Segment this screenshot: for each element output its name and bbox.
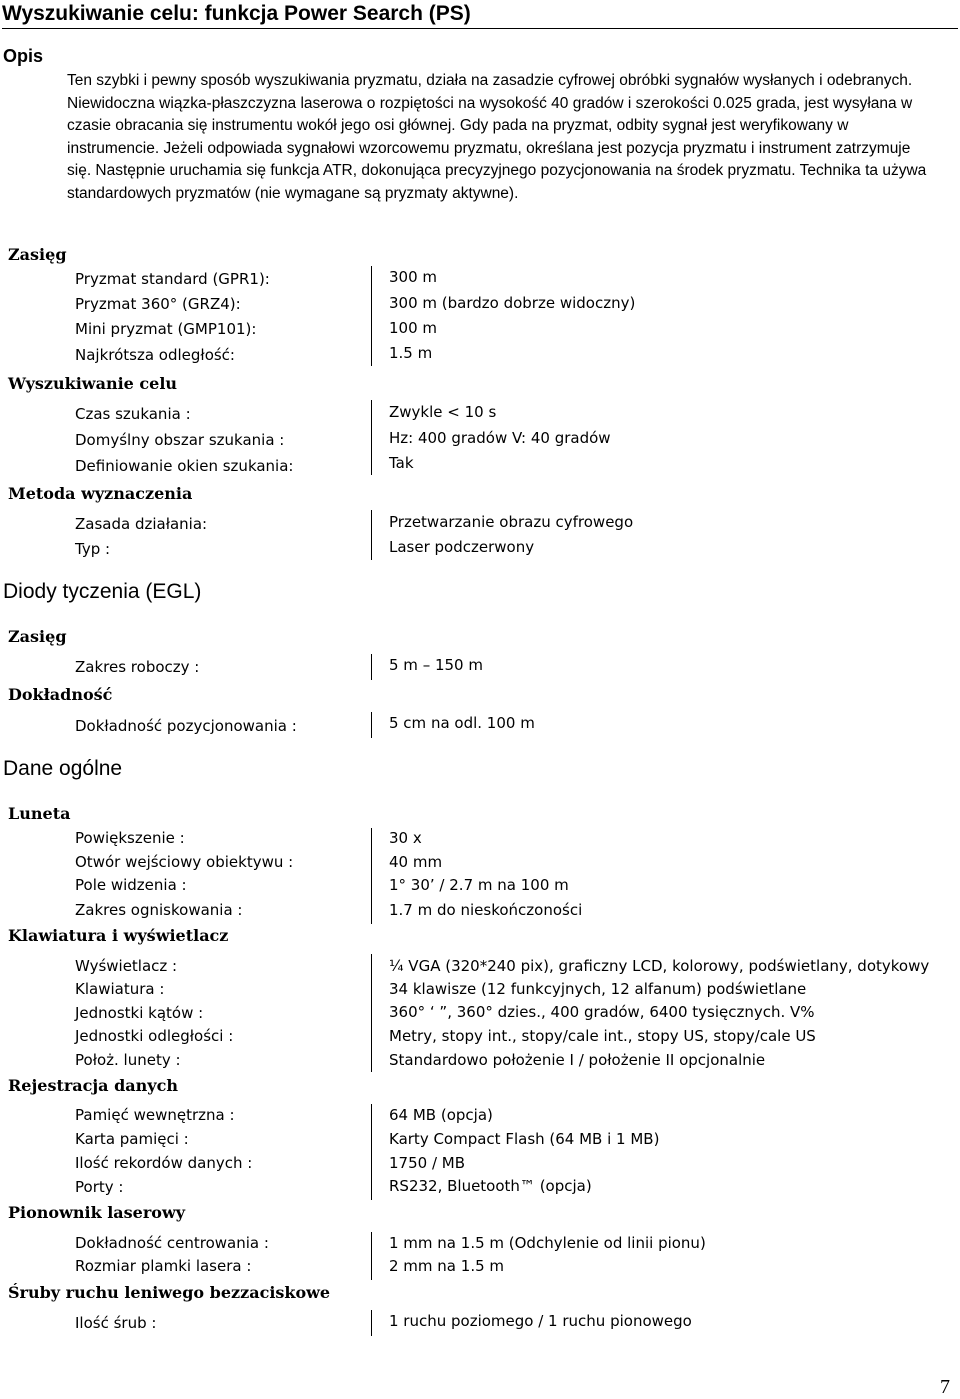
ps-wyszukiwanie-heading: Wyszukiwanie celu: [8, 374, 178, 393]
spec-label: Powiększenie :: [75, 829, 185, 847]
spec-value: 1 mm na 1.5 m (Odchylenie od linii pionu): [389, 1234, 706, 1252]
ps-metoda-heading: Metoda wyznaczenia: [8, 484, 193, 503]
klawiatura-heading: Klawiatura i wyświetlacz: [8, 926, 229, 945]
spec-value: ¼ VGA (320*240 pix), graficzny LCD, kolorowy, podświetlany, dotykowy: [389, 957, 930, 975]
page-number: 7: [940, 1376, 950, 1398]
spec-label: Klawiatura :: [75, 980, 165, 998]
spec-value: Tak: [389, 454, 414, 472]
spec-label: Położ. lunety :: [75, 1051, 181, 1069]
spec-value: 300 m: [389, 268, 438, 286]
divider-bar: [371, 712, 372, 738]
spec-value: 1° 30’ / 2.7 m na 100 m: [389, 876, 569, 894]
spec-label: Rozmiar plamki lasera :: [75, 1257, 252, 1275]
luneta-heading: Luneta: [8, 804, 71, 823]
divider-bar: [371, 1104, 372, 1200]
spec-value: 1 ruchu poziomego / 1 ruchu pionowego: [389, 1312, 692, 1330]
spec-label: Pryzmat 360° (GRZ4):: [75, 295, 241, 313]
spec-value: Zwykle < 10 s: [389, 403, 497, 421]
spec-value: 64 MB (opcja): [389, 1106, 493, 1124]
spec-value: Metry, stopy int., stopy/cale int., stopy US, stopy/cale US: [389, 1027, 816, 1045]
opis-heading: Opis: [3, 46, 44, 66]
opis-paragraph: Ten szybki i pewny sposób wyszukiwania pryzmatu, działa na zasadzie cyfrowej obróbki sygnałów wysłanych i odebranych. Niewidoczna wiązka-płaszczyzna laserowa o rozpiętości na wysokość 40 gradów i szerokości 0.025 grada, jest wysyłana w czasie obracania się instrumentu wokół jego osi głównej. Gdy pada na pryzmat, odbity sygnał jest weryfikowany w instrumencie. Jeżeli odpowiada sygnałowi wzorcowemu pryzmatu, określana jest pozycja pryzmatu i instrument zatrzymuje się. Następnie uruchamia się funkcja ATR, dokonująca precyzyjnego pozycjonowania na środek pryzmatu. Technika ta używa standardowych pryzmatów (nie wymagane są pryzmaty aktywne).: [67, 72, 927, 202]
spec-value: Karty Compact Flash (64 MB i 1 MB): [389, 1130, 660, 1148]
ps-zasieg-heading: Zasięg: [8, 245, 67, 264]
spec-label: Ilość śrub :: [75, 1314, 157, 1332]
spec-label: Pamięć wewnętrzna :: [75, 1106, 235, 1124]
egl-dokladnosc-heading: Dokładność: [8, 685, 113, 704]
divider-bar: [371, 1232, 372, 1280]
spec-value: Hz: 400 gradów V: 40 gradów: [389, 429, 611, 447]
spec-label: Zakres roboczy :: [75, 658, 200, 676]
divider-bar: [371, 510, 372, 560]
spec-value: 360° ‘ ”, 360° dzies., 400 gradów, 6400 tysięcznych. V%: [389, 1003, 815, 1021]
spec-label: Dokładność pozycjonowania :: [75, 717, 297, 735]
spec-value: 1.7 m do nieskończoności: [389, 901, 583, 919]
egl-heading: Diody tyczenia (EGL): [3, 580, 202, 603]
spec-label: Typ :: [75, 540, 111, 558]
spec-label: Wyświetlacz :: [75, 957, 178, 975]
divider-bar: [371, 400, 372, 475]
spec-label: Mini pryzmat (GMP101):: [75, 320, 257, 338]
spec-value: 30 x: [389, 829, 422, 847]
spec-value: RS232, Bluetooth™ (opcja): [389, 1177, 592, 1195]
rejestracja-heading: Rejestracja danych: [8, 1076, 178, 1095]
egl-zasieg-heading: Zasięg: [8, 627, 67, 646]
spec-value: 300 m (bardzo dobrze widoczny): [389, 294, 636, 312]
spec-value: 100 m: [389, 319, 438, 337]
spec-label: Definiowanie okien szukania:: [75, 457, 294, 475]
spec-label: Zakres ogniskowania :: [75, 901, 243, 919]
spec-value: 5 m – 150 m: [389, 656, 483, 674]
divider-bar: [371, 654, 372, 680]
spec-value: Standardowo położenie I / położenie II opcjonalnie: [389, 1051, 766, 1069]
spec-value: 1.5 m: [389, 344, 433, 362]
page-title: Wyszukiwanie celu: funkcja Power Search (PS): [2, 2, 958, 29]
divider-bar: [371, 828, 372, 924]
spec-value: 5 cm na odl. 100 m: [389, 714, 535, 732]
spec-value: Przetwarzanie obrazu cyfrowego: [389, 513, 634, 531]
spec-label: Najkrótsza odległość:: [75, 346, 235, 364]
spec-value: 40 mm: [389, 853, 443, 871]
spec-value: 1750 / MB: [389, 1154, 465, 1172]
spec-label: Pole widzenia :: [75, 876, 187, 894]
spec-label: Porty :: [75, 1178, 124, 1196]
pionownik-heading: Pionownik laserowy: [8, 1203, 186, 1222]
sruby-heading: Śruby ruchu leniwego bezzaciskowe: [8, 1283, 331, 1302]
spec-label: Jednostki odległości :: [75, 1027, 234, 1045]
divider-bar: [371, 266, 372, 366]
divider-bar: [371, 1310, 372, 1336]
spec-label: Domyślny obszar szukania :: [75, 431, 285, 449]
divider-bar: [371, 954, 372, 1072]
spec-value: 34 klawisze (12 funkcyjnych, 12 alfanum) podświetlane: [389, 980, 807, 998]
dane-heading: Dane ogólne: [3, 757, 123, 780]
spec-label: Ilość rekordów danych :: [75, 1154, 253, 1172]
spec-value: Laser podczerwony: [389, 538, 535, 556]
spec-label: Pryzmat standard (GPR1):: [75, 270, 270, 288]
spec-label: Zasada działania:: [75, 515, 208, 533]
spec-label: Dokładność centrowania :: [75, 1234, 269, 1252]
spec-value: 2 mm na 1.5 m: [389, 1257, 505, 1275]
spec-label: Jednostki kątów :: [75, 1004, 204, 1022]
spec-label: Czas szukania :: [75, 405, 191, 423]
spec-label: Karta pamięci :: [75, 1130, 189, 1148]
spec-label: Otwór wejściowy obiektywu :: [75, 853, 294, 871]
